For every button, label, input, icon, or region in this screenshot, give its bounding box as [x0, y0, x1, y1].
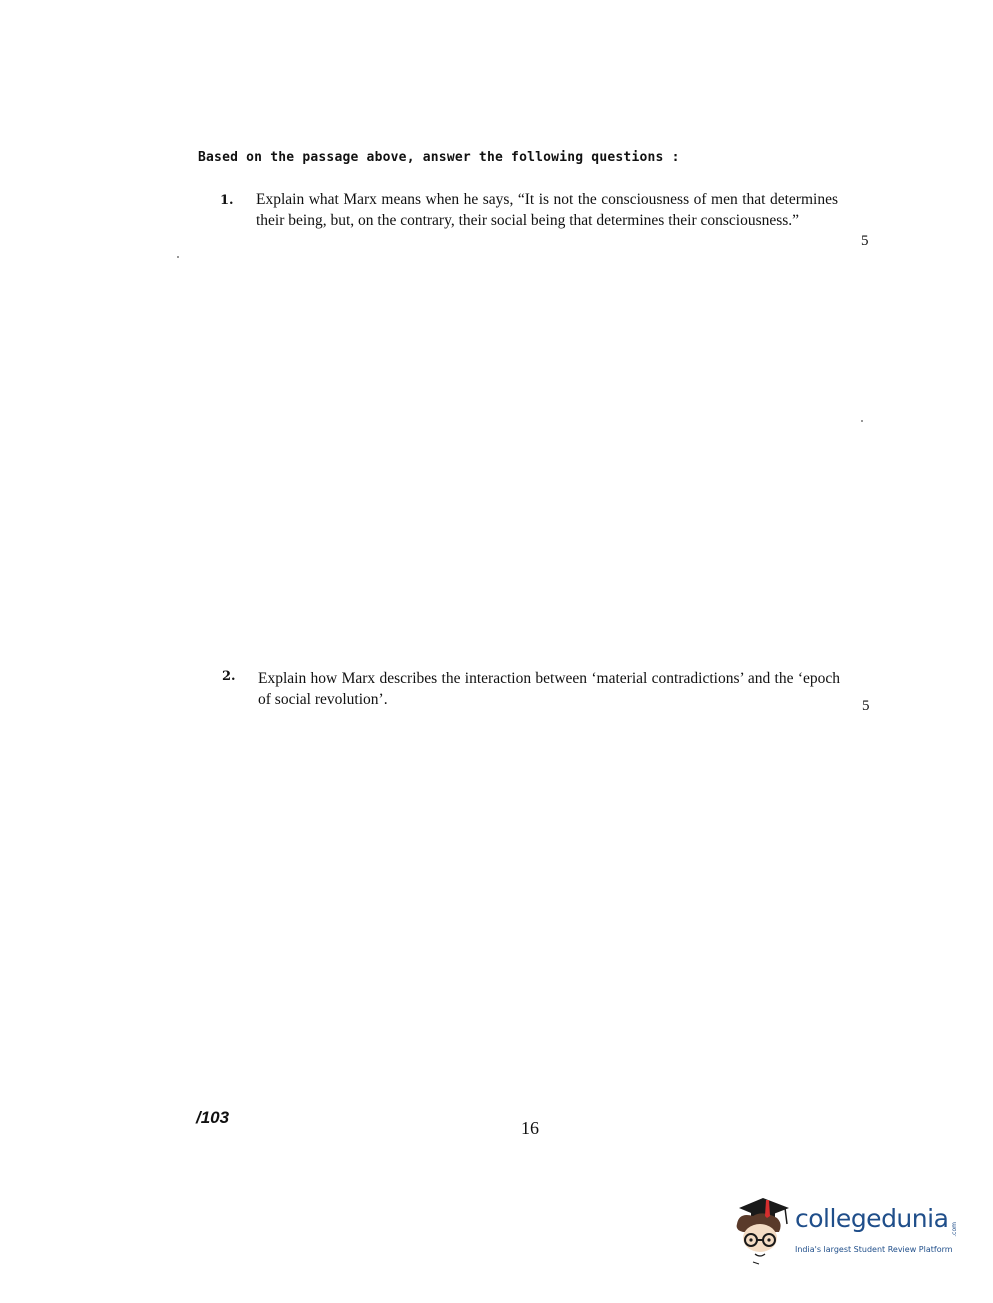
question-text: Explain what Marx means when he says, “It is not the consciousness of men that determines their being, but, on the contrary, their social being that determines their consciousness.”: [256, 191, 838, 229]
collegedunia-watermark: [733, 1194, 963, 1270]
question-number: 1.: [220, 193, 234, 208]
scan-speck: [861, 420, 863, 422]
logo-tagline: India's largest Student Review Platform: [795, 1245, 953, 1254]
question-text: Explain how Marx describes the interaction between ‘material contradictions’ and the ‘epoch of social revolution’.: [258, 670, 840, 708]
logo-domain-suffix: .com: [951, 1222, 958, 1237]
page-number: 16: [521, 1118, 539, 1138]
instruction-heading: Based on the passage above, answer the following questions :: [198, 150, 680, 165]
question-marks: 5: [862, 698, 870, 714]
scan-speck: [177, 256, 179, 258]
paper-code: /103: [196, 1108, 230, 1127]
question-marks: 5: [861, 233, 869, 249]
student-mascot-icon: [733, 1194, 797, 1266]
logo-wordmark: collegedunia: [795, 1204, 949, 1233]
question-number: 2.: [222, 669, 236, 684]
